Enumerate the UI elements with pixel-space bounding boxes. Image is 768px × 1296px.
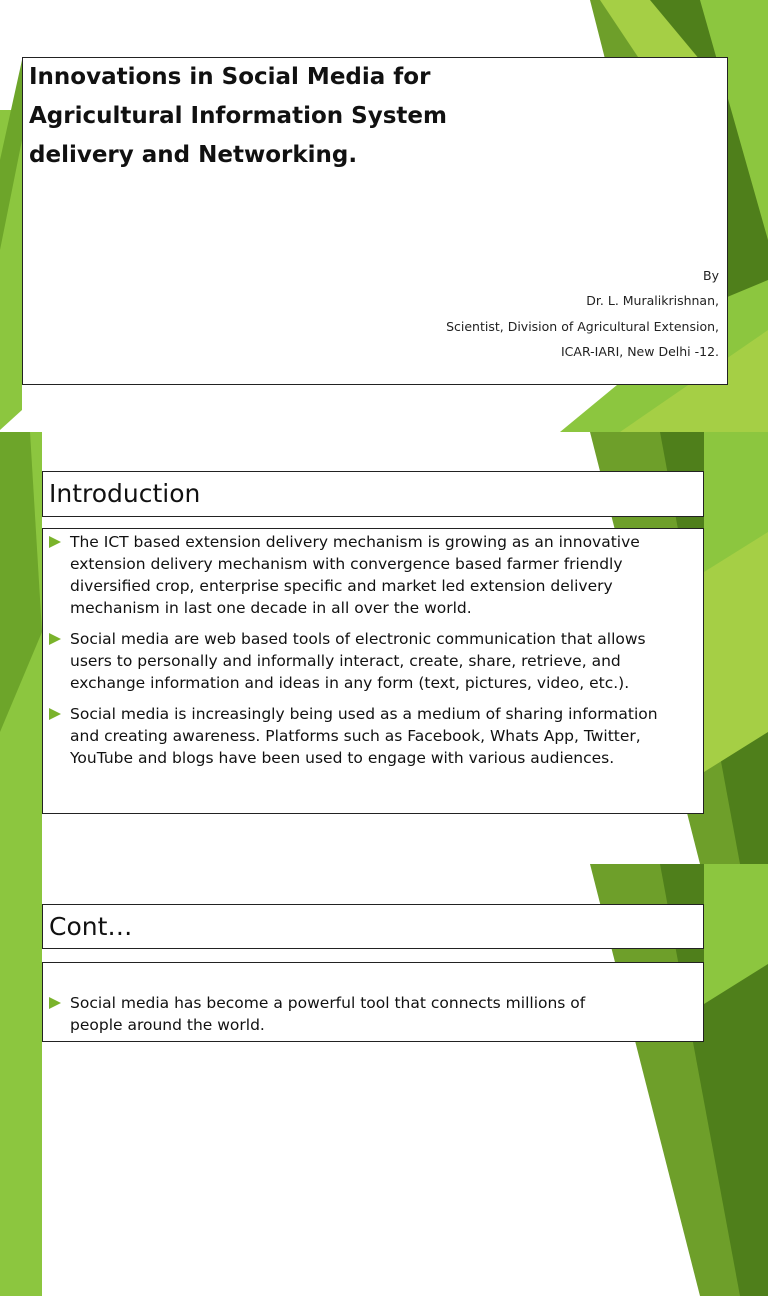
bullet-3-line-3: YouTube and blogs have been used to engage with various audiences.: [70, 749, 615, 767]
byline-by: By: [703, 268, 719, 283]
title-line-2: Agricultural Information System: [29, 103, 447, 129]
bullet-1-line-2: people around the world.: [70, 1016, 265, 1034]
slide-heading: Cont…: [49, 912, 133, 941]
bullet-1-line-4: mechanism in last one decade in all over the world.: [70, 599, 472, 617]
triangle-bullet-icon: [49, 536, 61, 548]
bullet-1-line-1: Social media has become a powerful tool that connects millions of: [70, 994, 586, 1012]
content-box: [42, 962, 704, 1042]
bullet-3-line-1: Social media is increasingly being used as a medium of sharing information: [70, 705, 658, 723]
bullet-3-line-2: and creating awareness. Platforms such as Facebook, Whats App, Twitter,: [70, 727, 641, 745]
bullet-2-line-3: exchange information and ideas in any form (text, pictures, video, etc.).: [70, 674, 630, 692]
triangle-bullet-icon: [49, 708, 61, 720]
bullet-1-line-2: extension delivery mechanism with convergence based farmer friendly: [70, 555, 623, 573]
bullet-2-line-2: users to personally and informally interact, create, share, retrieve, and: [70, 652, 621, 670]
title-line-1: Innovations in Social Media for: [29, 64, 431, 90]
bullet-2-line-1: Social media are web based tools of electronic communication that allows: [70, 630, 646, 648]
bullet-1-line-3: diversified crop, enterprise specific and market led extension delivery: [70, 577, 613, 595]
title-line-3: delivery and Networking.: [29, 142, 358, 168]
byline-role: Scientist, Division of Agricultural Extension,: [446, 319, 719, 334]
byline-institute: ICAR-IARI, New Delhi -12.: [561, 344, 719, 359]
heading-box: [42, 904, 704, 949]
bullet-1-line-1: The ICT based extension delivery mechanism is growing as an innovative: [70, 533, 640, 551]
content-box: [42, 528, 704, 814]
title-box: [22, 57, 728, 385]
slide-continued: [0, 864, 768, 1034]
slide-introduction: [0, 432, 768, 864]
slide-title: [0, 0, 768, 432]
slide-heading: Introduction: [49, 479, 201, 508]
heading-box: [42, 471, 704, 517]
byline-author: Dr. L. Muralikrishnan,: [586, 293, 719, 308]
triangle-bullet-icon: [49, 633, 61, 645]
triangle-bullet-icon: [49, 997, 61, 1009]
